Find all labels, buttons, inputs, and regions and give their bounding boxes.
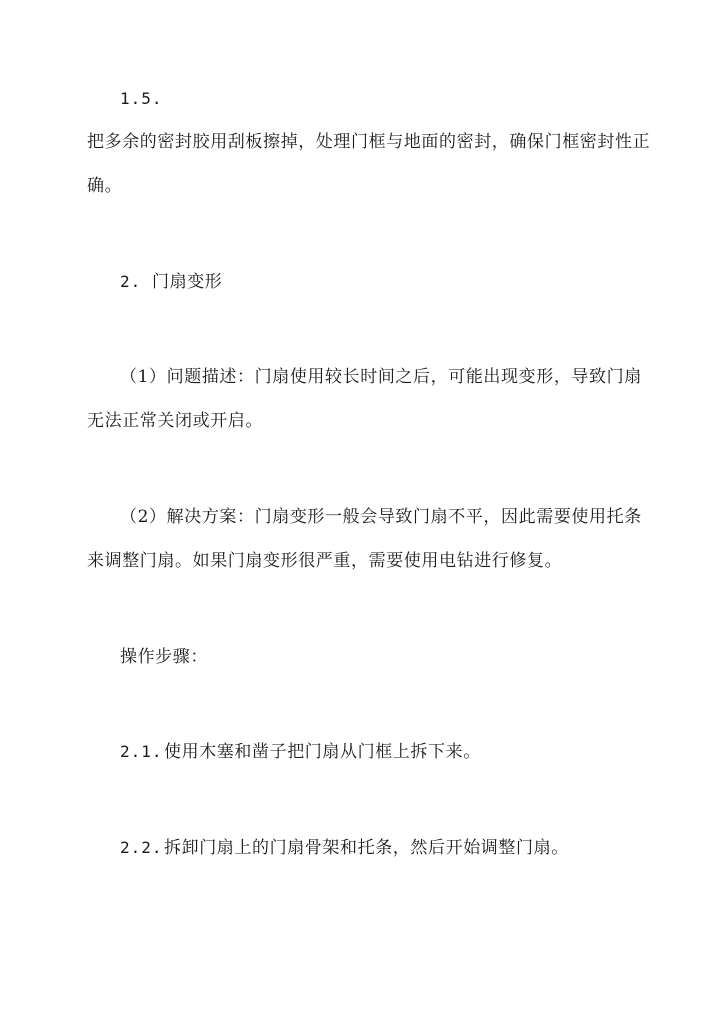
section-2-heading-number: 2. — [120, 272, 142, 291]
solution-line-2: 来调整门扇。如果门扇变形很严重，需要使用电钻进行修复。 — [87, 551, 563, 571]
section-2-heading-text: 门扇变形 — [152, 272, 223, 292]
solution-line-1: （2）解决方案：门扇变形一般会导致门扇不平，因此需要使用托条 — [120, 507, 642, 527]
step-2-2-text: 拆卸门扇上的门扇骨架和托条，然后开始调整门扇。 — [164, 838, 569, 858]
problem-description-line-1: （1）问题描述：门扇使用较长时间之后，可能出现变形，导致门扇 — [120, 367, 642, 387]
section-1-5-text-line-2: 确。 — [87, 176, 123, 196]
step-2-1-number: 2.1. — [120, 742, 163, 761]
step-2-1-text: 使用木塞和凿子把门扇从门框上拆下来。 — [164, 742, 481, 762]
section-1-5-text-line-1: 把多余的密封胶用刮板擦掉，处理门框与地面的密封，确保门框密封性正 — [87, 132, 651, 152]
step-2-2-number: 2.2. — [120, 838, 163, 857]
section-1-5-number: 1.5. — [120, 89, 163, 108]
problem-description-line-2: 无法正常关闭或开启。 — [87, 411, 263, 431]
steps-label: 操作步骤： — [120, 647, 208, 667]
